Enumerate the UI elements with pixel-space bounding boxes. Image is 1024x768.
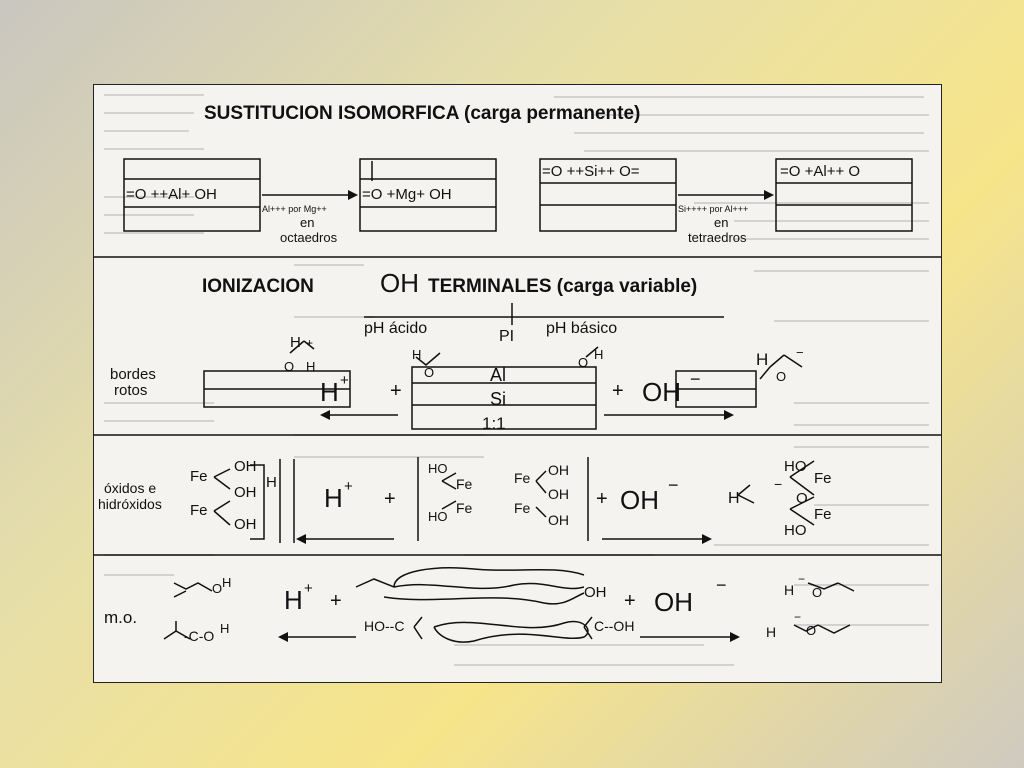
section3-plus-left: + (384, 488, 396, 510)
basic-ho-1: HO (784, 458, 807, 475)
section4-arrow-left (278, 632, 356, 642)
section2-title-a: IONIZACION (202, 276, 314, 297)
mo-right-minus-top: − (798, 572, 806, 586)
section3-oh-minus: OH (620, 485, 659, 515)
basic-edge-o: O (776, 369, 787, 384)
h-plus-acid: H (266, 474, 277, 491)
neutral-ho-1: HO (428, 461, 448, 476)
broken-edges-label-2: rotos (114, 382, 148, 399)
organic-matter-label: m.o. (104, 608, 138, 627)
tetrahedral-arrow-sub1: en (714, 215, 729, 230)
section2-h-plus: H (320, 377, 339, 407)
neutral-h-right: H (594, 347, 604, 362)
mo-h-bottom: H (220, 621, 230, 636)
ph-basic-label: pH básico (546, 320, 618, 337)
section3-arrow-left (296, 534, 394, 544)
pi-label: PI (499, 328, 515, 345)
section4-oh-minus: OH (654, 587, 693, 617)
oh-3-acid: OH (234, 516, 257, 533)
center-al-label: Al (490, 365, 507, 385)
section2-arrow-left (320, 410, 398, 420)
edge-h-plus-1: H (290, 334, 301, 351)
oh-2-acid: OH (234, 484, 257, 501)
figure-svg (94, 85, 941, 682)
section4-h-plus: H (284, 585, 303, 615)
neutral-fe-3: Fe (514, 470, 531, 486)
ratio-label: 1:1 (482, 414, 506, 433)
neutral-oh-3: OH (548, 512, 569, 528)
mo-c-o-bottom: -C-O (184, 628, 215, 644)
scanned-figure (93, 84, 942, 683)
neutral-fe-1: Fe (456, 476, 473, 492)
octahedral-left-formula: =O ++Al+ OH (126, 186, 217, 203)
tetrahedral-right-formula: =O +Al++ O (780, 163, 861, 180)
section4-arrow-right (640, 632, 740, 642)
mo-right-o-bottom: O (806, 623, 817, 638)
neutral-fe-2: Fe (456, 500, 473, 516)
humic-oh: OH (584, 584, 607, 601)
edge-plus-1: + (306, 336, 314, 350)
section2-h-plus-sign: + (340, 372, 349, 389)
basic-h: H (728, 490, 740, 507)
humic-ho-c: HO--C (364, 618, 405, 634)
section3-oh-minus-sign: − (668, 475, 679, 495)
section4-plus-left: + (330, 590, 342, 612)
clay-edge-box-basic (676, 371, 756, 407)
oh-1-acid: OH (234, 458, 257, 475)
fe-bottom-acid: Fe (190, 502, 208, 519)
humic-chain-bottom (414, 617, 592, 642)
basic-fe-1: Fe (814, 470, 832, 487)
neutral-edge-structure (416, 347, 598, 365)
mo-right-h-bottom: H (766, 624, 777, 640)
mo-right-minus-bottom: − (794, 610, 802, 624)
basic-edge-minus: − (796, 345, 804, 360)
edge-o-1: O (284, 359, 295, 374)
section2-arrow-right (604, 410, 734, 420)
neutral-ho-2: HO (428, 509, 448, 524)
broken-edges-label-1: bordes (110, 366, 156, 383)
mo-right-h-top: H (784, 582, 795, 598)
mo-o-top: O (212, 581, 223, 596)
neutral-oh-2: OH (548, 486, 569, 502)
basic-ho-2: HO (784, 522, 807, 539)
edge-h-1: H (306, 359, 316, 374)
humic-chain-top (356, 568, 584, 604)
organic-acid-structure-top (174, 583, 212, 597)
section2-oh-minus: OH (642, 377, 681, 407)
section2-title-b: TERMINALES (carga variable) (428, 276, 698, 297)
section3-arrow-right (602, 534, 712, 544)
section3-h-plus-sign: + (344, 478, 353, 495)
center-si-label: Si (490, 389, 507, 409)
ph-acid-label: pH ácido (364, 320, 428, 337)
tetrahedral-arrow-sub2: tetraedros (688, 230, 747, 245)
section2-oh-minus-sign: − (690, 369, 701, 389)
neutral-fe-4: Fe (514, 500, 531, 516)
basic-o: O (796, 490, 808, 507)
basic-edge-h: H (756, 350, 769, 369)
basic-minus: − (774, 476, 783, 492)
neutral-o-left: O (424, 365, 435, 380)
octahedral-substitution-arrow (262, 190, 358, 200)
octahedral-arrow-sub1: en (300, 215, 315, 230)
fe-top-acid: Fe (190, 468, 208, 485)
tetrahedral-arrow-label: Si++++ por Al+++ (678, 204, 749, 214)
tetrahedral-substitution-arrow (678, 190, 774, 200)
neutral-oh-1: OH (548, 462, 569, 478)
mo-h-top: H (222, 575, 232, 590)
section4-oh-minus-sign: − (716, 575, 727, 595)
octahedral-arrow-sub2: octaedros (280, 230, 338, 245)
octahedral-right-formula: =O +Mg+ OH (362, 186, 452, 203)
oxides-label-2: hidróxidos (98, 496, 162, 512)
tetrahedral-left-formula: =O ++Si++ O= (542, 163, 640, 180)
section2-title-oh: OH (380, 268, 419, 298)
basic-fe-2: Fe (814, 506, 832, 523)
section4-h-plus-sign: + (304, 580, 313, 597)
section1-title: SUSTITUCION ISOMORFICA (carga permanente) (204, 103, 641, 124)
section4-plus-right: + (624, 590, 636, 612)
section3-h-plus: H (324, 483, 343, 513)
neutral-h-left: H (412, 347, 422, 362)
section3-plus-right: + (596, 488, 608, 510)
octahedral-arrow-label: Al+++ por Mg++ (262, 204, 327, 214)
humic-c-oh: C--OH (594, 618, 635, 634)
oxides-label-1: óxidos e (104, 480, 157, 496)
neutral-o-right: O (578, 355, 589, 370)
mo-right-o-top: O (812, 585, 823, 600)
section2-plus-left: + (390, 380, 402, 402)
section2-plus-right: + (612, 380, 624, 402)
